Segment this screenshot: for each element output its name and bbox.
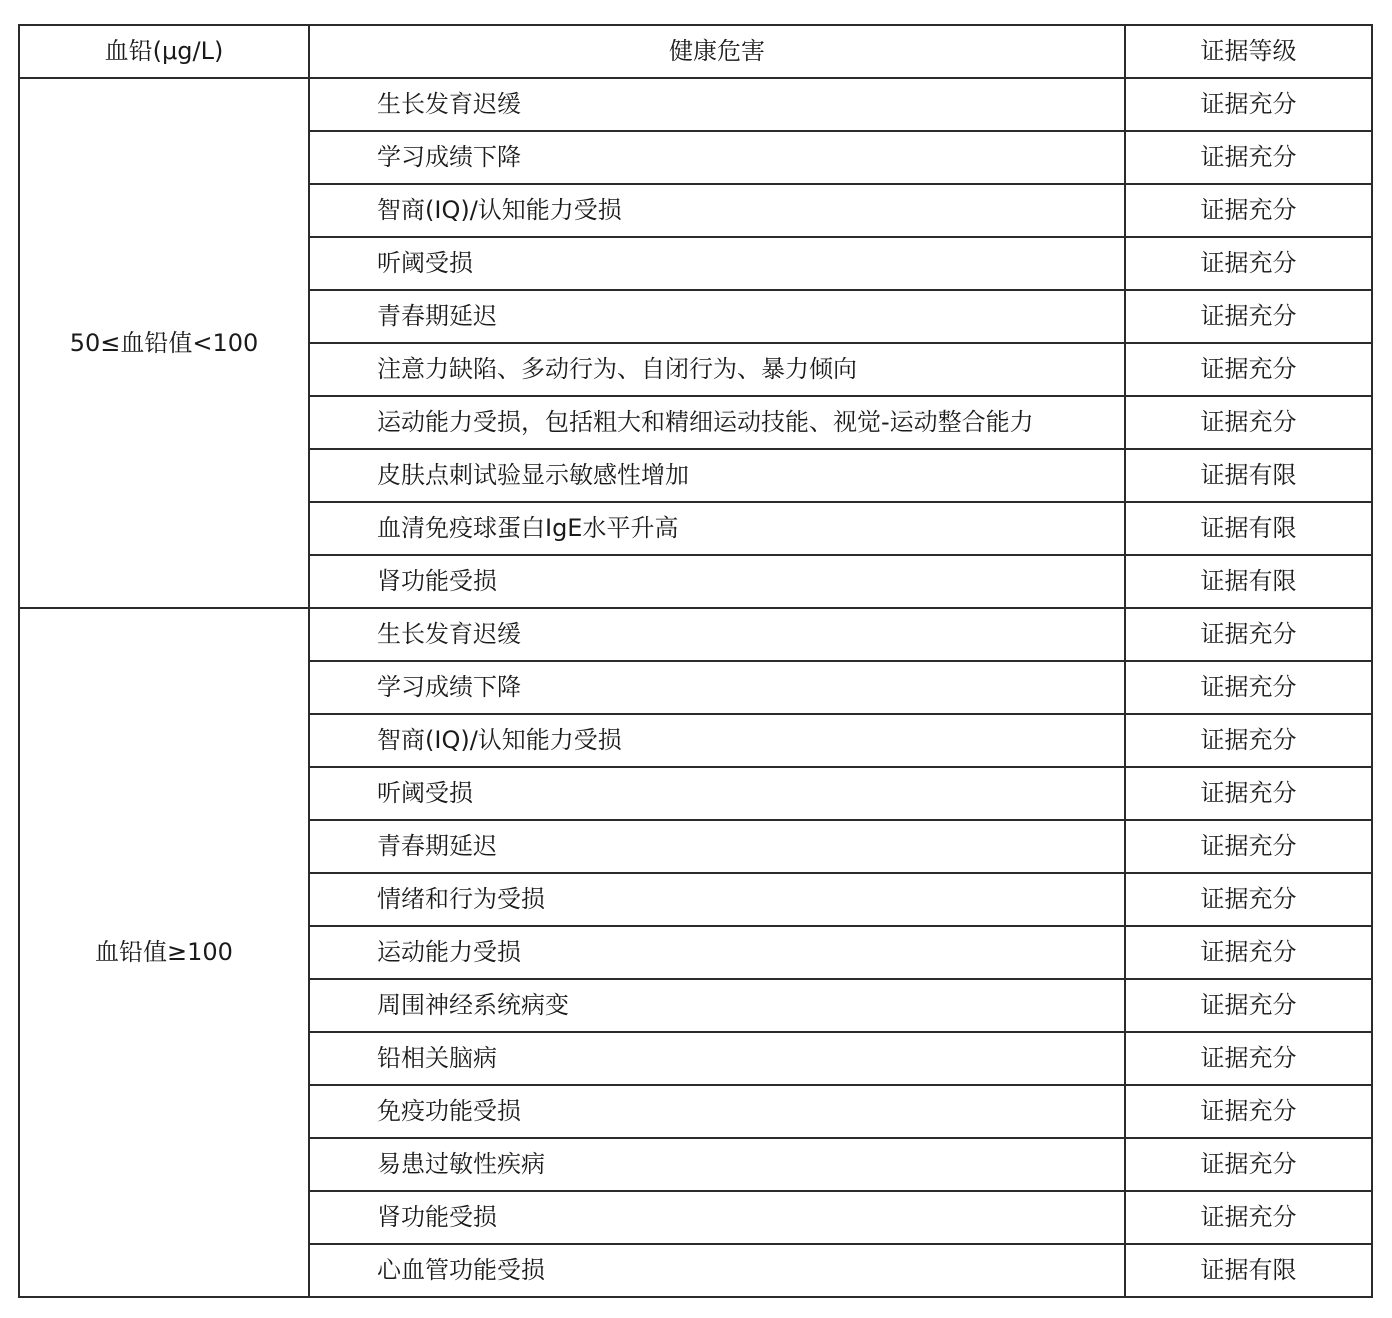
header-row [19,25,1372,78]
evidence-grade-cell: 证据充分 [1125,926,1372,979]
evidence-grade-cell: 证据有限 [1125,449,1372,502]
evidence-grade-cell: 证据充分 [1125,608,1372,661]
blood-lead-range-cell: 50≤血铅值<100 [19,78,309,608]
health-hazard-cell: 铅相关脑病 [309,1032,1125,1085]
evidence-grade-cell: 证据有限 [1125,502,1372,555]
health-hazard-cell: 听阈受损 [309,767,1125,820]
health-hazard-cell: 学习成绩下降 [309,661,1125,714]
health-hazard-cell: 智商(IQ)/认知能力受损 [309,714,1125,767]
lead-health-hazard-table [18,24,1373,1298]
evidence-grade-cell: 证据有限 [1125,555,1372,608]
health-hazard-cell: 学习成绩下降 [309,131,1125,184]
health-hazard-cell: 智商(IQ)/认知能力受损 [309,184,1125,237]
table-row [19,608,1372,661]
health-hazard-cell: 青春期延迟 [309,290,1125,343]
health-hazard-cell: 注意力缺陷、多动行为、自闭行为、暴力倾向 [309,343,1125,396]
evidence-grade-cell: 证据充分 [1125,396,1372,449]
health-hazard-cell: 免疫功能受损 [309,1085,1125,1138]
blood-lead-range-cell: 血铅值≥100 [19,608,309,1297]
evidence-grade-cell: 证据有限 [1125,1244,1372,1297]
evidence-grade-cell: 证据充分 [1125,767,1372,820]
evidence-grade-cell: 证据充分 [1125,184,1372,237]
health-hazard-cell: 血清免疫球蛋白IgE水平升高 [309,502,1125,555]
evidence-grade-cell: 证据充分 [1125,1191,1372,1244]
health-hazard-cell: 生长发育迟缓 [309,78,1125,131]
table-body [19,78,1372,1297]
evidence-grade-cell: 证据充分 [1125,343,1372,396]
health-hazard-cell: 易患过敏性疾病 [309,1138,1125,1191]
evidence-grade-cell: 证据充分 [1125,1032,1372,1085]
health-hazard-cell: 皮肤点刺试验显示敏感性增加 [309,449,1125,502]
evidence-grade-cell: 证据充分 [1125,714,1372,767]
health-hazard-cell: 运动能力受损，包括粗大和精细运动技能、视觉-运动整合能力 [309,396,1125,449]
table-header [19,25,1372,78]
health-hazard-cell: 生长发育迟缓 [309,608,1125,661]
header-blood-lead: 血铅(μg/L) [19,25,309,78]
header-health-hazard: 健康危害 [309,25,1125,78]
health-hazard-cell: 运动能力受损 [309,926,1125,979]
evidence-grade-cell: 证据充分 [1125,820,1372,873]
health-hazard-cell: 情绪和行为受损 [309,873,1125,926]
evidence-grade-cell: 证据充分 [1125,661,1372,714]
evidence-grade-cell: 证据充分 [1125,78,1372,131]
health-hazard-cell: 心血管功能受损 [309,1244,1125,1297]
health-hazard-cell: 听阈受损 [309,237,1125,290]
evidence-grade-cell: 证据充分 [1125,979,1372,1032]
health-hazard-cell: 青春期延迟 [309,820,1125,873]
evidence-grade-cell: 证据充分 [1125,1138,1372,1191]
table-row [19,78,1372,131]
evidence-grade-cell: 证据充分 [1125,1085,1372,1138]
health-hazard-cell: 肾功能受损 [309,555,1125,608]
health-hazard-cell: 周围神经系统病变 [309,979,1125,1032]
evidence-grade-cell: 证据充分 [1125,290,1372,343]
evidence-grade-cell: 证据充分 [1125,131,1372,184]
evidence-grade-cell: 证据充分 [1125,237,1372,290]
health-hazard-cell: 肾功能受损 [309,1191,1125,1244]
evidence-grade-cell: 证据充分 [1125,873,1372,926]
header-evidence-grade: 证据等级 [1125,25,1372,78]
